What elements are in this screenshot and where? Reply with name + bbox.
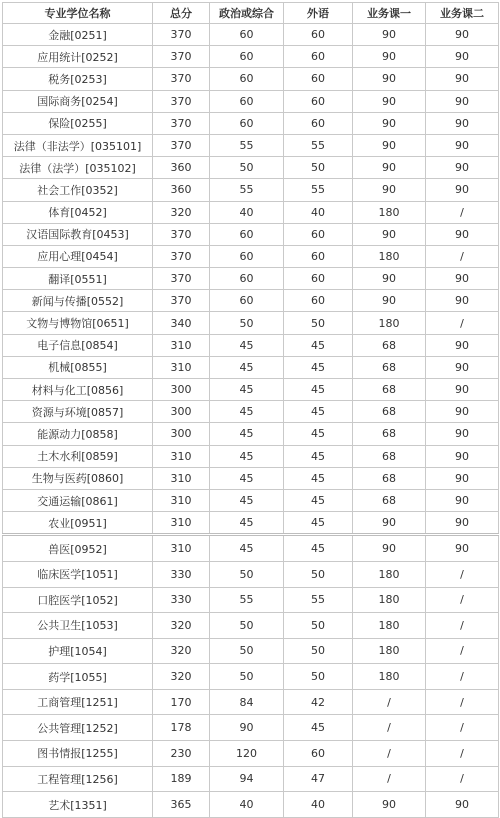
- cell-degree-name: 交通运输[0861]: [3, 489, 153, 511]
- cell-subject-two: 90: [426, 423, 499, 445]
- cell-subject-one: 68: [353, 423, 426, 445]
- table-row: [3, 613, 499, 639]
- table-row: [3, 792, 499, 818]
- cell-subject-two: 90: [426, 489, 499, 511]
- cell-degree-name: 资源与环境[0857]: [3, 401, 153, 423]
- cell-subject-two: 90: [426, 290, 499, 312]
- cell-total-score: 370: [153, 112, 210, 134]
- cell-total-score: 310: [153, 535, 210, 562]
- cell-degree-name: 文物与博物馆[0651]: [3, 312, 153, 334]
- cell-degree-name: 税务[0253]: [3, 68, 153, 90]
- cell-total-score: 370: [153, 68, 210, 90]
- table-row: [3, 587, 499, 613]
- cell-foreign-language: 60: [284, 290, 353, 312]
- cell-foreign-language: 45: [284, 356, 353, 378]
- table-row: [3, 638, 499, 664]
- cell-degree-name: 翻译[0551]: [3, 268, 153, 290]
- cell-total-score: 365: [153, 792, 210, 818]
- table-row: [3, 664, 499, 690]
- cell-total-score: 320: [153, 201, 210, 223]
- cell-politics: 55: [210, 587, 284, 613]
- table-row: [3, 489, 499, 511]
- table-row: [3, 290, 499, 312]
- cell-subject-one: 90: [353, 90, 426, 112]
- table-body: [3, 24, 499, 818]
- cell-subject-one: 68: [353, 445, 426, 467]
- cell-politics: 84: [210, 689, 284, 715]
- cell-degree-name: 能源动力[0858]: [3, 423, 153, 445]
- table-row: [3, 179, 499, 201]
- table-row: [3, 46, 499, 68]
- cell-subject-one: /: [353, 741, 426, 767]
- score-table: [2, 2, 499, 818]
- cell-degree-name: 生物与医药[0860]: [3, 467, 153, 489]
- cell-politics: 45: [210, 535, 284, 562]
- cell-politics: 45: [210, 379, 284, 401]
- cell-subject-one: /: [353, 766, 426, 792]
- cell-subject-one: 180: [353, 587, 426, 613]
- cell-subject-two: /: [426, 766, 499, 792]
- cell-subject-one: 68: [353, 489, 426, 511]
- cell-subject-one: 180: [353, 664, 426, 690]
- cell-politics: 60: [210, 290, 284, 312]
- cell-degree-name: 法律（法学）[035102]: [3, 157, 153, 179]
- cell-subject-one: 90: [353, 179, 426, 201]
- cell-total-score: 370: [153, 223, 210, 245]
- cell-politics: 50: [210, 613, 284, 639]
- cell-subject-two: /: [426, 664, 499, 690]
- cell-degree-name: 公共卫生[1053]: [3, 613, 153, 639]
- cell-politics: 50: [210, 638, 284, 664]
- cell-subject-two: /: [426, 638, 499, 664]
- table-row: [3, 157, 499, 179]
- cell-subject-one: 90: [353, 134, 426, 156]
- cell-politics: 90: [210, 715, 284, 741]
- score-table-container: [2, 2, 498, 818]
- cell-politics: 50: [210, 664, 284, 690]
- cell-total-score: 370: [153, 134, 210, 156]
- table-row: [3, 356, 499, 378]
- cell-total-score: 170: [153, 689, 210, 715]
- cell-politics: 45: [210, 489, 284, 511]
- cell-subject-one: 180: [353, 613, 426, 639]
- cell-subject-one: 90: [353, 792, 426, 818]
- cell-foreign-language: 45: [284, 467, 353, 489]
- cell-politics: 60: [210, 90, 284, 112]
- table-row: [3, 715, 499, 741]
- cell-degree-name: 国际商务[0254]: [3, 90, 153, 112]
- cell-degree-name: 体育[0452]: [3, 201, 153, 223]
- cell-subject-two: 90: [426, 112, 499, 134]
- cell-foreign-language: 50: [284, 561, 353, 587]
- cell-degree-name: 公共管理[1252]: [3, 715, 153, 741]
- cell-degree-name: 工商管理[1251]: [3, 689, 153, 715]
- cell-foreign-language: 45: [284, 512, 353, 535]
- cell-subject-two: 90: [426, 334, 499, 356]
- cell-degree-name: 法律（非法学）[035101]: [3, 134, 153, 156]
- cell-foreign-language: 45: [284, 423, 353, 445]
- header-subject-two: 业务课二: [426, 3, 499, 24]
- cell-subject-two: /: [426, 689, 499, 715]
- cell-foreign-language: 60: [284, 268, 353, 290]
- cell-foreign-language: 50: [284, 664, 353, 690]
- cell-degree-name: 机械[0855]: [3, 356, 153, 378]
- cell-politics: 45: [210, 445, 284, 467]
- table-row: [3, 423, 499, 445]
- cell-total-score: 320: [153, 638, 210, 664]
- table-row: [3, 334, 499, 356]
- header-politics: 政治或综合: [210, 3, 284, 24]
- cell-total-score: 370: [153, 268, 210, 290]
- cell-foreign-language: 60: [284, 90, 353, 112]
- cell-subject-one: /: [353, 689, 426, 715]
- cell-subject-two: 90: [426, 134, 499, 156]
- cell-subject-two: 90: [426, 24, 499, 46]
- cell-total-score: 370: [153, 46, 210, 68]
- cell-degree-name: 兽医[0952]: [3, 535, 153, 562]
- cell-foreign-language: 45: [284, 445, 353, 467]
- table-row: [3, 134, 499, 156]
- cell-subject-two: /: [426, 715, 499, 741]
- cell-subject-one: 90: [353, 535, 426, 562]
- cell-degree-name: 护理[1054]: [3, 638, 153, 664]
- cell-subject-one: 180: [353, 638, 426, 664]
- cell-total-score: 360: [153, 179, 210, 201]
- cell-degree-name: 应用统计[0252]: [3, 46, 153, 68]
- cell-foreign-language: 42: [284, 689, 353, 715]
- table-row: [3, 68, 499, 90]
- cell-degree-name: 图书情报[1255]: [3, 741, 153, 767]
- cell-foreign-language: 50: [284, 613, 353, 639]
- cell-total-score: 189: [153, 766, 210, 792]
- cell-subject-two: 90: [426, 157, 499, 179]
- cell-subject-one: 90: [353, 24, 426, 46]
- header-total-score: 总分: [153, 3, 210, 24]
- cell-politics: 45: [210, 467, 284, 489]
- cell-subject-two: /: [426, 587, 499, 613]
- cell-subject-two: 90: [426, 792, 499, 818]
- cell-politics: 40: [210, 792, 284, 818]
- cell-subject-two: 90: [426, 356, 499, 378]
- cell-subject-two: 90: [426, 68, 499, 90]
- cell-politics: 50: [210, 561, 284, 587]
- cell-foreign-language: 55: [284, 179, 353, 201]
- cell-total-score: 310: [153, 445, 210, 467]
- cell-foreign-language: 45: [284, 379, 353, 401]
- table-row: [3, 90, 499, 112]
- cell-total-score: 340: [153, 312, 210, 334]
- cell-foreign-language: 45: [284, 401, 353, 423]
- cell-politics: 60: [210, 68, 284, 90]
- cell-total-score: 330: [153, 561, 210, 587]
- cell-subject-one: 68: [353, 467, 426, 489]
- cell-politics: 50: [210, 312, 284, 334]
- cell-total-score: 320: [153, 664, 210, 690]
- cell-total-score: 310: [153, 467, 210, 489]
- table-row: [3, 741, 499, 767]
- cell-politics: 45: [210, 401, 284, 423]
- cell-subject-one: 90: [353, 512, 426, 535]
- cell-foreign-language: 50: [284, 312, 353, 334]
- cell-politics: 60: [210, 268, 284, 290]
- cell-total-score: 230: [153, 741, 210, 767]
- cell-degree-name: 药学[1055]: [3, 664, 153, 690]
- cell-subject-two: /: [426, 741, 499, 767]
- cell-degree-name: 土木水利[0859]: [3, 445, 153, 467]
- cell-total-score: 300: [153, 379, 210, 401]
- cell-subject-one: 68: [353, 401, 426, 423]
- table-row: [3, 112, 499, 134]
- cell-foreign-language: 45: [284, 715, 353, 741]
- table-row: [3, 245, 499, 267]
- cell-total-score: 300: [153, 401, 210, 423]
- cell-total-score: 310: [153, 356, 210, 378]
- cell-subject-one: 90: [353, 223, 426, 245]
- cell-foreign-language: 45: [284, 489, 353, 511]
- cell-foreign-language: 47: [284, 766, 353, 792]
- cell-foreign-language: 50: [284, 157, 353, 179]
- cell-foreign-language: 60: [284, 223, 353, 245]
- cell-politics: 60: [210, 245, 284, 267]
- table-row: [3, 268, 499, 290]
- cell-politics: 120: [210, 741, 284, 767]
- cell-total-score: 320: [153, 613, 210, 639]
- cell-subject-one: 68: [353, 356, 426, 378]
- table-row: [3, 512, 499, 535]
- table-row: [3, 467, 499, 489]
- cell-subject-two: 90: [426, 268, 499, 290]
- cell-subject-one: 180: [353, 245, 426, 267]
- cell-degree-name: 临床医学[1051]: [3, 561, 153, 587]
- cell-total-score: 370: [153, 24, 210, 46]
- cell-degree-name: 工程管理[1256]: [3, 766, 153, 792]
- cell-foreign-language: 60: [284, 24, 353, 46]
- cell-total-score: 330: [153, 587, 210, 613]
- cell-subject-one: 180: [353, 561, 426, 587]
- cell-foreign-language: 60: [284, 245, 353, 267]
- cell-foreign-language: 40: [284, 792, 353, 818]
- cell-subject-one: 90: [353, 268, 426, 290]
- cell-subject-two: 90: [426, 90, 499, 112]
- cell-subject-one: 90: [353, 68, 426, 90]
- cell-subject-two: 90: [426, 512, 499, 535]
- cell-subject-two: /: [426, 613, 499, 639]
- cell-politics: 94: [210, 766, 284, 792]
- cell-degree-name: 艺术[1351]: [3, 792, 153, 818]
- cell-foreign-language: 45: [284, 334, 353, 356]
- cell-politics: 45: [210, 423, 284, 445]
- cell-degree-name: 保险[0255]: [3, 112, 153, 134]
- cell-foreign-language: 60: [284, 112, 353, 134]
- cell-subject-one: 180: [353, 201, 426, 223]
- table-row: [3, 535, 499, 562]
- cell-total-score: 178: [153, 715, 210, 741]
- cell-foreign-language: 50: [284, 638, 353, 664]
- cell-subject-one: 180: [353, 312, 426, 334]
- table-row: [3, 766, 499, 792]
- table-row: [3, 689, 499, 715]
- header-foreign-language: 外语: [284, 3, 353, 24]
- cell-foreign-language: 40: [284, 201, 353, 223]
- cell-subject-one: 90: [353, 112, 426, 134]
- cell-subject-one: 68: [353, 379, 426, 401]
- cell-total-score: 370: [153, 290, 210, 312]
- cell-subject-two: 90: [426, 46, 499, 68]
- cell-politics: 50: [210, 157, 284, 179]
- cell-politics: 60: [210, 24, 284, 46]
- cell-politics: 45: [210, 356, 284, 378]
- cell-politics: 40: [210, 201, 284, 223]
- cell-subject-two: 90: [426, 179, 499, 201]
- cell-subject-one: /: [353, 715, 426, 741]
- header-degree-name: 专业学位名称: [3, 3, 153, 24]
- cell-foreign-language: 60: [284, 46, 353, 68]
- cell-subject-one: 68: [353, 334, 426, 356]
- cell-degree-name: 应用心理[0454]: [3, 245, 153, 267]
- table-row: [3, 379, 499, 401]
- cell-degree-name: 新闻与传播[0552]: [3, 290, 153, 312]
- cell-total-score: 370: [153, 90, 210, 112]
- table-row: [3, 401, 499, 423]
- cell-foreign-language: 60: [284, 741, 353, 767]
- cell-subject-one: 90: [353, 46, 426, 68]
- cell-degree-name: 汉语国际教育[0453]: [3, 223, 153, 245]
- cell-foreign-language: 55: [284, 587, 353, 613]
- table-row: [3, 223, 499, 245]
- cell-subject-two: 90: [426, 535, 499, 562]
- cell-subject-two: 90: [426, 467, 499, 489]
- cell-total-score: 310: [153, 512, 210, 535]
- cell-politics: 55: [210, 179, 284, 201]
- cell-foreign-language: 55: [284, 134, 353, 156]
- table-row: [3, 312, 499, 334]
- table-row: [3, 561, 499, 587]
- cell-degree-name: 电子信息[0854]: [3, 334, 153, 356]
- table-row: [3, 201, 499, 223]
- cell-subject-two: /: [426, 245, 499, 267]
- cell-total-score: 360: [153, 157, 210, 179]
- table-row: [3, 445, 499, 467]
- table-row: [3, 24, 499, 46]
- cell-subject-one: 90: [353, 157, 426, 179]
- cell-degree-name: 口腔医学[1052]: [3, 587, 153, 613]
- cell-total-score: 370: [153, 245, 210, 267]
- cell-degree-name: 金融[0251]: [3, 24, 153, 46]
- cell-foreign-language: 60: [284, 68, 353, 90]
- cell-subject-two: 90: [426, 379, 499, 401]
- cell-total-score: 310: [153, 334, 210, 356]
- cell-politics: 55: [210, 134, 284, 156]
- cell-subject-two: /: [426, 561, 499, 587]
- cell-foreign-language: 45: [284, 535, 353, 562]
- cell-subject-two: 90: [426, 445, 499, 467]
- cell-degree-name: 社会工作[0352]: [3, 179, 153, 201]
- cell-subject-two: /: [426, 312, 499, 334]
- cell-politics: 60: [210, 112, 284, 134]
- cell-politics: 45: [210, 334, 284, 356]
- cell-politics: 60: [210, 46, 284, 68]
- cell-total-score: 310: [153, 489, 210, 511]
- cell-subject-two: 90: [426, 401, 499, 423]
- cell-total-score: 300: [153, 423, 210, 445]
- cell-politics: 60: [210, 223, 284, 245]
- cell-degree-name: 材料与化工[0856]: [3, 379, 153, 401]
- cell-politics: 45: [210, 512, 284, 535]
- cell-subject-one: 90: [353, 290, 426, 312]
- cell-degree-name: 农业[0951]: [3, 512, 153, 535]
- cell-subject-two: 90: [426, 223, 499, 245]
- header-subject-one: 业务课一: [353, 3, 426, 24]
- table-header-row: [3, 3, 499, 24]
- cell-subject-two: /: [426, 201, 499, 223]
